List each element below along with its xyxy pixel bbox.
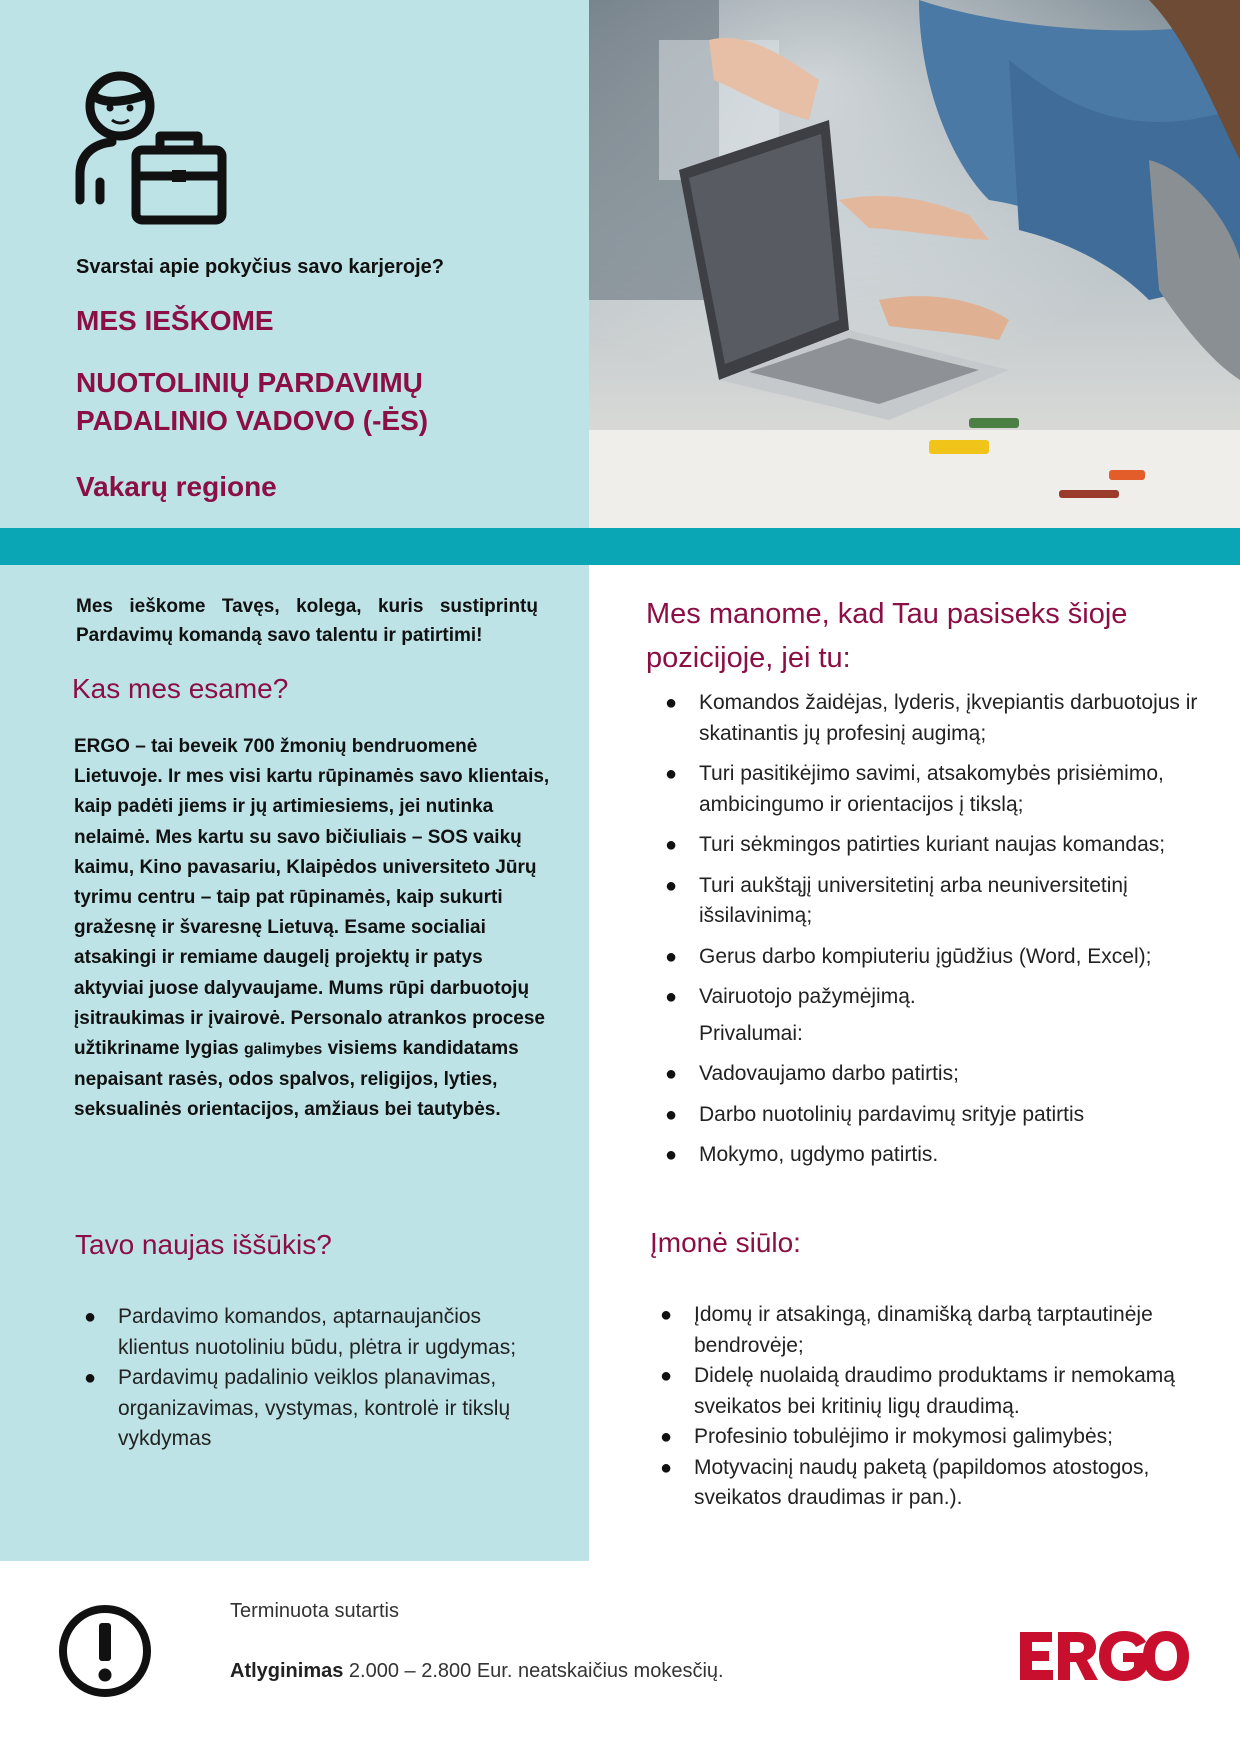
requirements-list <box>665 688 1209 1181</box>
office-photo-illustration <box>589 0 1240 528</box>
hero-photo <box>589 0 1240 528</box>
about-heading: Kas mes esame? <box>72 673 289 704</box>
bullet-icon: ● <box>660 1304 673 1326</box>
list-item: ● Komandos žaidėjas, lyderis, įkvepiantis darbuotojus ir skatinantis jų profesinį augimą; <box>699 688 1209 749</box>
list-item: ● Didelę nuolaidą draudimo produktams ir nemokamą sveikatos bei kritinių ligų draudimą. <box>694 1361 1194 1422</box>
contract-type: Terminuota sutartis <box>230 1600 399 1622</box>
bullet-icon: ● <box>665 834 678 856</box>
about-text-b: visiems kandidatams nepaisant rasės, odos spalvos, religijos, lyties, seksualinės orientacijos, amžiaus bei tautybės. <box>74 1038 519 1121</box>
bullet-icon: ● <box>660 1365 673 1387</box>
offer-heading: Įmonė siūlo: <box>650 1227 801 1258</box>
salary-label: Atlyginimas <box>230 1660 344 1682</box>
offer-list <box>660 1300 1194 1514</box>
challenge-heading: Tavo naujas iššūkis? <box>75 1229 332 1260</box>
list-item: ● Mokymo, ugdymo patirtis. <box>699 1140 1209 1171</box>
bullet-icon: ● <box>665 945 678 968</box>
bullet-icon: ● <box>660 1426 673 1448</box>
list-item: ● Vadovaujamo darbo patirtis; <box>699 1059 1209 1090</box>
about-paragraph <box>74 732 554 1126</box>
list-item: ● Gerus darbo kompiuteriu įgūdžius (Word, Excel); <box>699 942 1209 973</box>
job-title: NUOTOLINIŲ PARDAVIMŲ PADALINIO VADOVO (-ĖS) <box>76 367 429 436</box>
bullet-icon: ● <box>665 986 678 1008</box>
salary-info <box>230 1660 724 1683</box>
list-item: ● Profesinio tobulėjimo ir mokymosi galimybės; <box>694 1422 1194 1453</box>
list-item: ● Motyvacinį naudų paketą (papildomos atostogos, sveikatos draudimas ir pan.). <box>694 1453 1194 1514</box>
bullet-icon: ● <box>84 1306 97 1328</box>
teal-divider <box>0 528 1240 565</box>
list-item: ● Pardavimo komandos, aptarnaujančios klientus nuotoliniu būdu, plėtra ir ugdymas; <box>118 1302 538 1363</box>
person-briefcase-icon <box>72 70 232 226</box>
bullet-icon: ● <box>665 692 678 714</box>
list-item: ● Darbo nuotolinių pardavimų srityje patirtis <box>699 1100 1209 1131</box>
headline-we-search: MES IEŠKOME <box>76 305 274 336</box>
bullet-icon: ● <box>84 1367 97 1389</box>
exclamation-circle-icon <box>57 1603 153 1699</box>
requirements-heading: Mes manome, kad Tau pasiseks šioje pozicijoje, jei tu: <box>646 598 1128 674</box>
bullet-icon: ● <box>665 763 678 785</box>
list-item: ● Pardavimų padalinio veiklos planavimas, organizavimas, vystymas, kontrolė ir tikslų vykdymas <box>118 1363 538 1455</box>
about-text-small: galimybes <box>244 1041 323 1059</box>
bullet-icon: ● <box>665 874 678 897</box>
list-item: ● Turi aukštąjį universitetinį arba neuniversitetinį išsilavinimą; <box>699 871 1209 932</box>
challenge-list <box>84 1302 538 1455</box>
salary-value: 2.000 – 2.800 Eur. neatskaičius mokesčių. <box>348 1660 724 1682</box>
bullet-icon: ● <box>660 1456 673 1479</box>
intro-paragraph: Mes ieškome Tavęs, kolega, kuris sustiprintų Pardavimų komandą savo talentu ir patirtimi! <box>76 596 538 646</box>
list-item: ● Įdomų ir atsakingą, dinamišką darbą tarptautinėje bendrovėje; <box>694 1300 1194 1361</box>
career-question: Svarstai apie pokyčius savo karjeroje? <box>76 256 444 278</box>
list-item: ● Turi pasitikėjimo savimi, atsakomybės prisiėmimo, ambicingumo ir orientacijos į tikslą; <box>699 759 1209 820</box>
ergo-logo <box>1018 1628 1190 1684</box>
list-item: ● Turi sėkmingos patirties kuriant naujas komandas; <box>699 830 1209 861</box>
bullet-icon: ● <box>665 1144 678 1166</box>
bullet-icon: ● <box>665 1063 678 1085</box>
region-label: Vakarų regione <box>76 471 277 502</box>
advantages-label: Privalumai: <box>699 1021 803 1045</box>
bullet-icon: ● <box>665 1103 678 1126</box>
list-item: ● Vairuotojo pažymėjimą. <box>699 982 1209 1013</box>
about-text-a: ERGO – tai beveik 700 žmonių bendruomenė Lietuvoje. Ir mes visi kartu rūpinamės savo klientais, kaip padėti jiems ir jų artimiesiems, jei nutinka nelaimė. Mes kartu su savo bičiuliais – SOS vaikų kaimu, Kino pavasariu, Klaipėdos universiteto Jūrų tyrimu centru – taip pat rūpinamės, kaip sukurti gražesnę ir švaresnę Lietuvą. Esame socialiai atsakingi ir remiame daugelį projektų ir patys aktyviai juose dalyvaujame. Mums rūpi darbuotojų įsitraukimas ir įvairovė. Personalo atrankos procese užtikriname lygias <box>74 736 550 1060</box>
